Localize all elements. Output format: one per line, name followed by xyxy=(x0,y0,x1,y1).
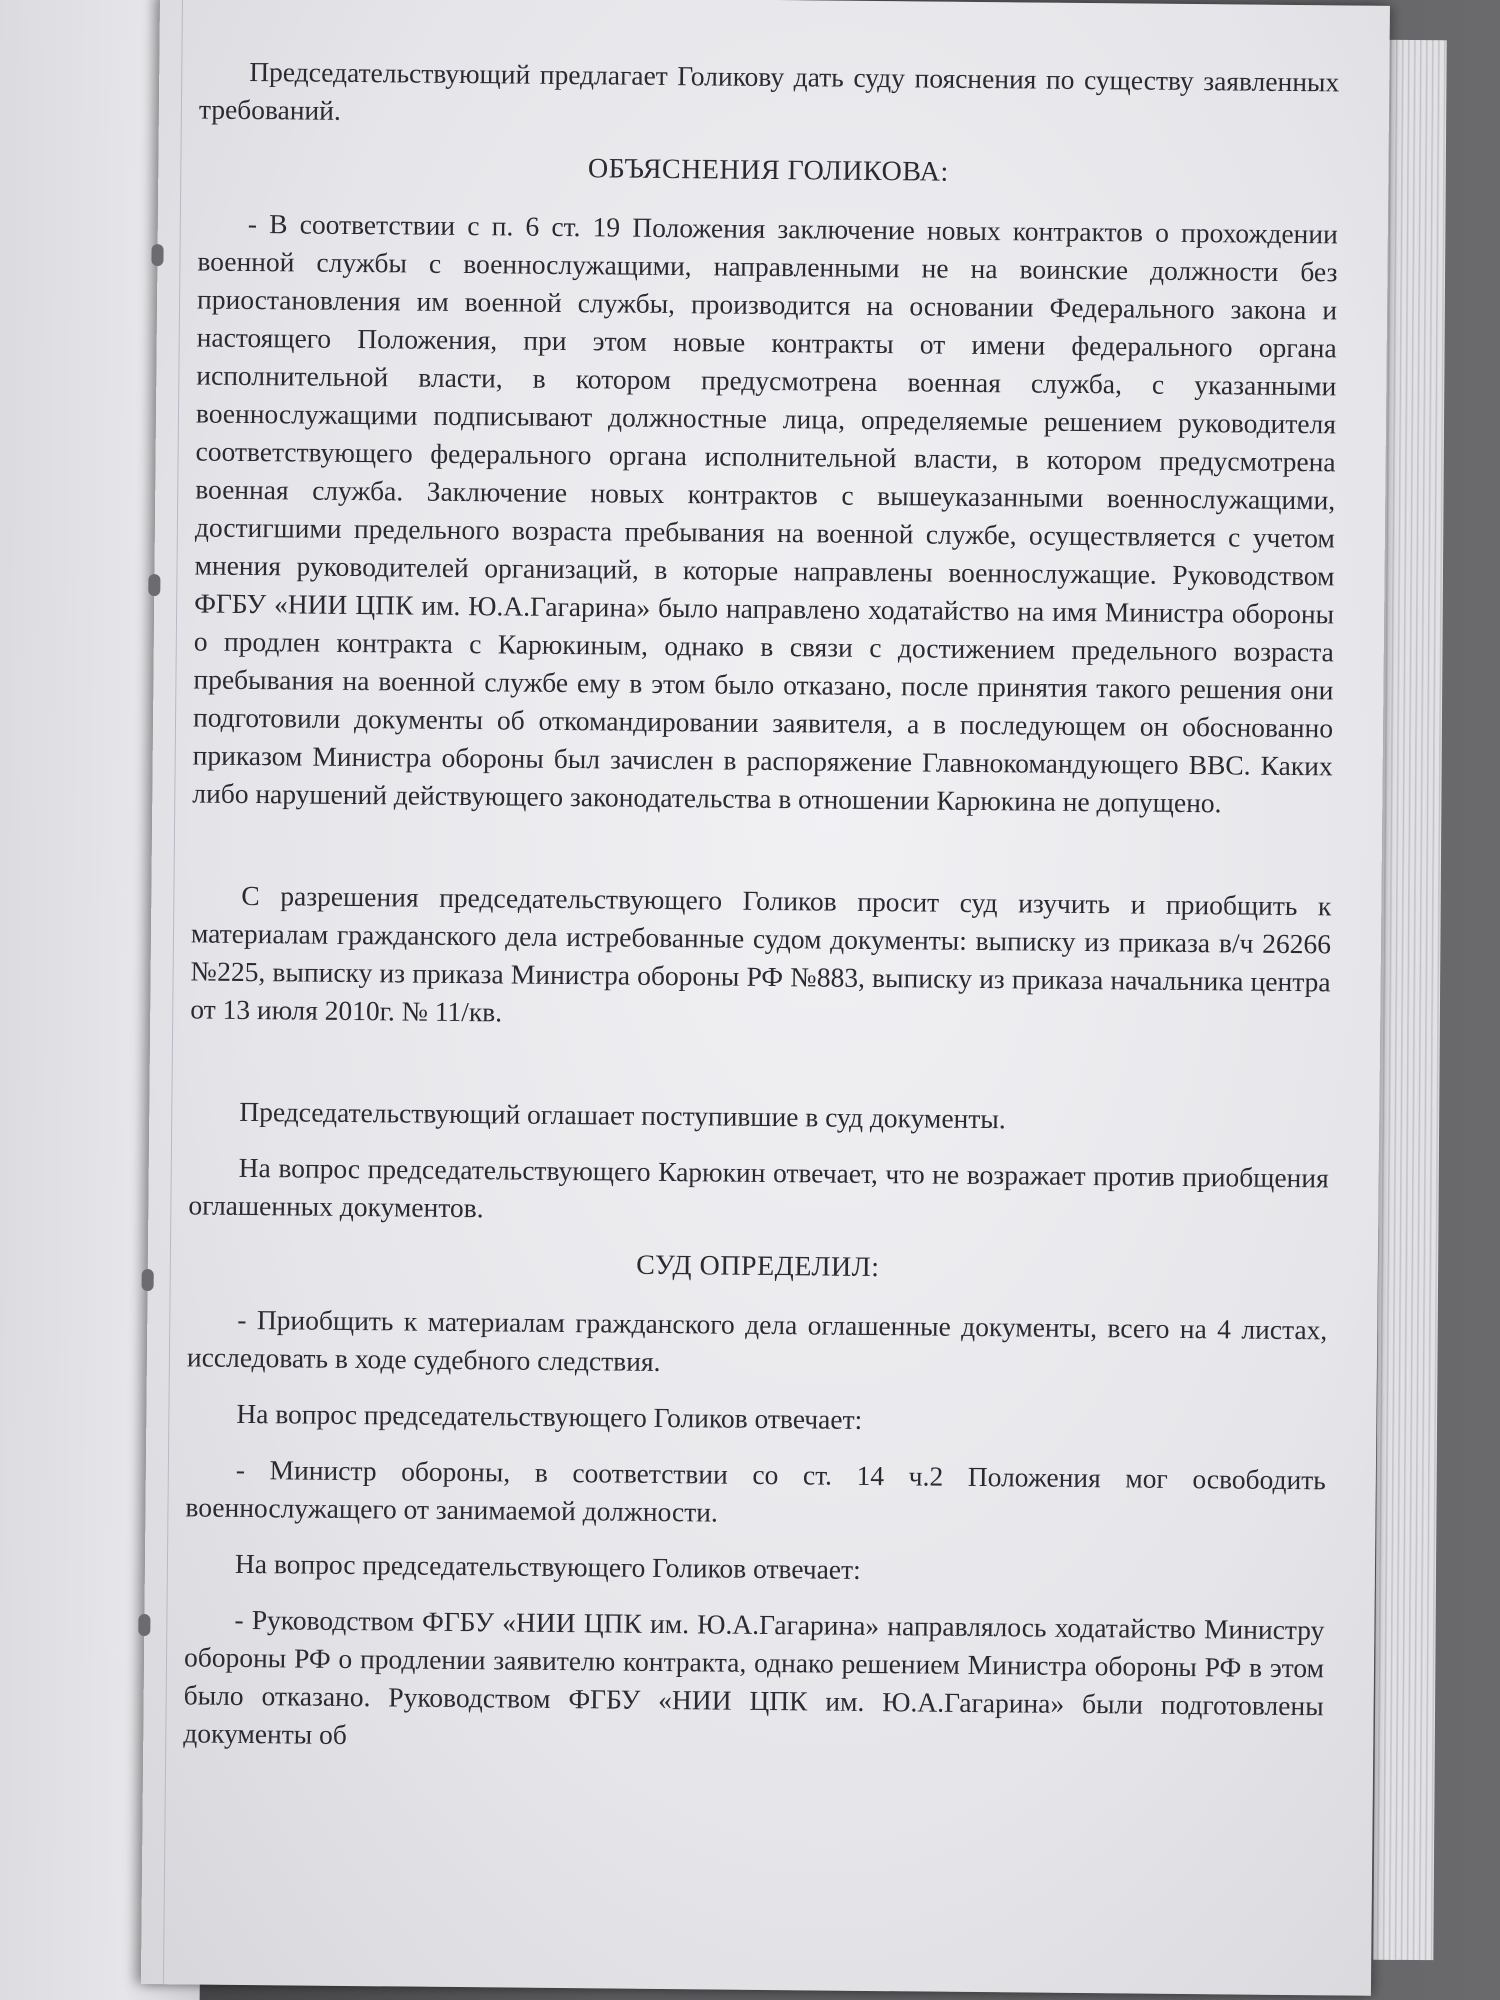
heading-explanations: ОБЪЯСНЕНИЯ ГОЛИКОВА: xyxy=(587,153,949,188)
binding-hole xyxy=(138,1614,150,1636)
heading-court: СУД ОПРЕДЕЛИЛ: xyxy=(636,1249,880,1284)
document-page xyxy=(141,0,1390,1996)
golikov-question-2: На вопрос председательствующего Голиков отвечает: xyxy=(234,1547,861,1585)
binding-hole xyxy=(148,574,160,596)
margin-line xyxy=(163,0,183,1984)
golikov-answer-2: - Руководством ФГБУ «НИИ ЦПК им. Ю.А.Гагарина» направлялось ходатайство Министру обороны РФ о продлении заявителю контракта, однако решением Министра обороны РФ в этом было отказано. Руководством ФГБУ «НИИ ЦПК им. Ю.А.Гагарина» были подготовлены документы об xyxy=(183,1603,1325,1750)
intro-paragraph: Председательствующий предлагает Голикову дать суду пояснения по существу заявленных требований. xyxy=(198,55,1340,126)
document-body xyxy=(183,52,1339,1781)
golikov-answer-1: - Министр обороны, в соответствии со ст. 14 ч.2 Положения мог освободить военнослужащего от занимаемой должности. xyxy=(185,1453,1326,1528)
karyukin-answer-paragraph: На вопрос председательствующего Карюкин отвечает, что не возражает против приобщения оглашенных документов. xyxy=(188,1151,1329,1224)
explanation-paragraph: - В соответствии с п. 6 ст. 19 Положения заключение новых контрактов о прохождении военной службы с военнослужащими, направленными не на воинские должности без приостановления им военной службы, производится на основании Федерального закона и настоящего Положения, при этом новые контракты от имени федерального органа исполнительной власти, в котором предусмотрена военная служба, с указанными военнослужащими подписывают должностные лица, определяемые решением руководителя соответствующего федерального органа исполнительной власти, в котором предусмотрена военная служба. Заключение новых контрактов с вышеуказанными военнослужащими, достигшими предельного возраста пребывания на военной службе, осуществляется с учетом мнения руководителей организаций, в которые направлены военнослужащие. Руководством ФГБУ «НИИ ЦПК им. Ю.А.Гагарина» было направлено ходатайство на имя Министра обороны о продлен контракта с Карюкиным, однако в связи с достижением предельного возраста пребывания на военной службе ему в этом было отказано, после принятия такого решения они подготовили документы об откомандировании заявителя, а в последующем он обоснованно приказом Министра обороны был зачислен в распоряжение Главнокомандующего ВВС. Каких либо нарушений действующего законодательства в отношении Карюкина не допущено. xyxy=(192,207,1338,819)
binding-hole xyxy=(151,244,163,266)
announce-paragraph: Председательствующий оглашает поступившие в суд документы. xyxy=(239,1095,1006,1135)
court-decision-paragraph: - Приобщить к материалам гражданского дела оглашенные документы, всего на 4 листах, исследовать в ходе судебного следствия. xyxy=(186,1303,1328,1377)
permission-paragraph: С разрешения председательствующего Голиков просит суд изучить и приобщить к материалам гражданского дела истребованные судом документы: выписку из приказа в/ч 26266 №225, выписку из приказа Министра обороны РФ №883, выписку из приказа начальника центра от 13 июля 2010г. № 11/кв. xyxy=(190,879,1332,1028)
binding-hole xyxy=(142,1269,154,1291)
golikov-question-1: На вопрос председательствующего Голиков отвечает: xyxy=(236,1397,863,1435)
